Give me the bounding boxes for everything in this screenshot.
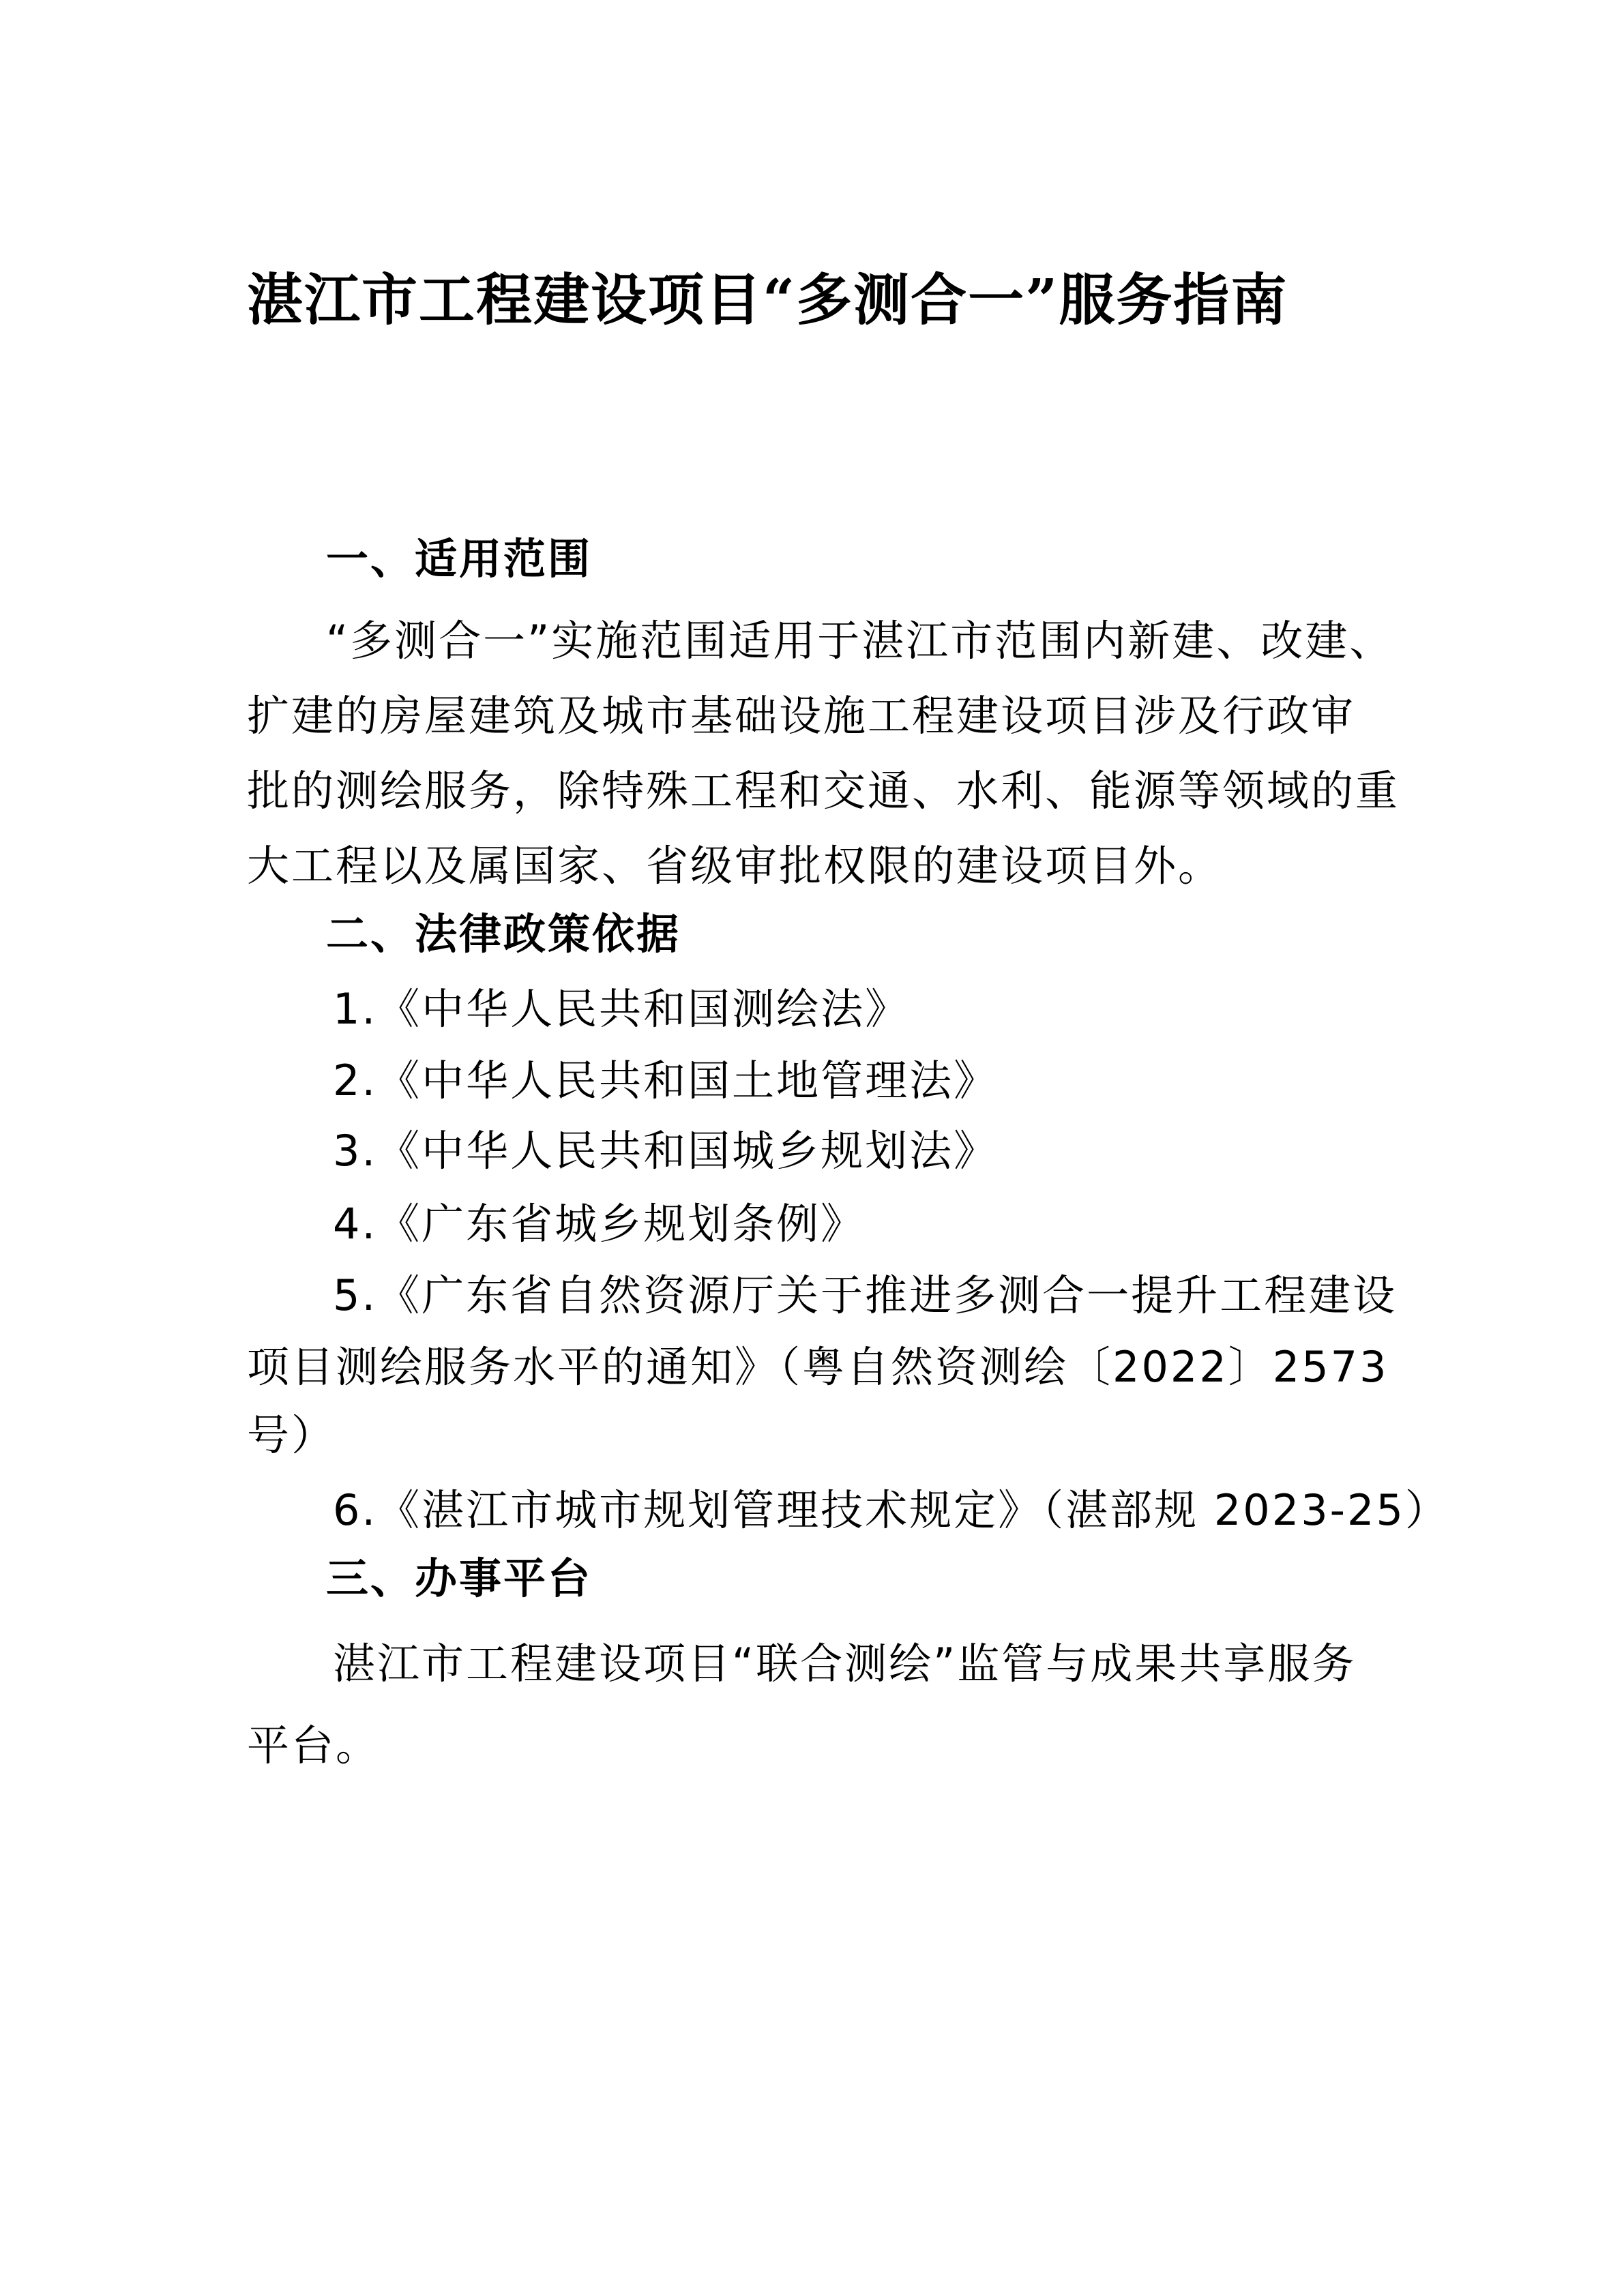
paragraph-line: 湛江市工程建设项目“联合测绘”监管与成果共享服务 xyxy=(333,1639,1357,1688)
law-list-item-continued: 号） xyxy=(247,1410,336,1460)
paragraph-line: 平台。 xyxy=(247,1720,381,1770)
law-list-item: 4.《广东省城乡规划条例》 xyxy=(333,1199,866,1249)
paragraph-line: 扩建的房屋建筑及城市基础设施工程建设项目涉及行政审 xyxy=(247,691,1356,741)
page-title: 湛江市工程建设项目“多测合一”服务指南 xyxy=(247,267,1288,333)
section-heading-legal-basis: 二、法律政策依据 xyxy=(326,909,681,959)
law-list-item: 5.《广东省自然资源厅关于推进多测合一提升工程建设 xyxy=(333,1270,1398,1320)
law-list-item-continued: 项目测绘服务水平的通知》（粤自然资测绘〔2022〕2573 xyxy=(247,1342,1389,1392)
law-list-item: 6.《湛江市城市规划管理技术规定》（湛部规 2023-25） xyxy=(333,1485,1449,1535)
paragraph-line: 大工程以及属国家、省级审批权限的建设项目外。 xyxy=(247,841,1223,891)
section-heading-scope: 一、适用范围 xyxy=(326,534,593,584)
law-list-item: 1.《中华人民共和国测绘法》 xyxy=(333,984,910,1034)
law-list-item: 3.《中华人民共和国城乡规划法》 xyxy=(333,1126,999,1176)
paragraph-line: 批的测绘服务，除特殊工程和交通、水利、能源等领域的重 xyxy=(247,766,1400,816)
law-list-item: 2.《中华人民共和国土地管理法》 xyxy=(333,1056,999,1105)
paragraph-line: “多测合一”实施范围适用于湛江市范围内新建、改建、 xyxy=(326,616,1394,666)
section-heading-platform: 三、办事平台 xyxy=(326,1553,593,1603)
